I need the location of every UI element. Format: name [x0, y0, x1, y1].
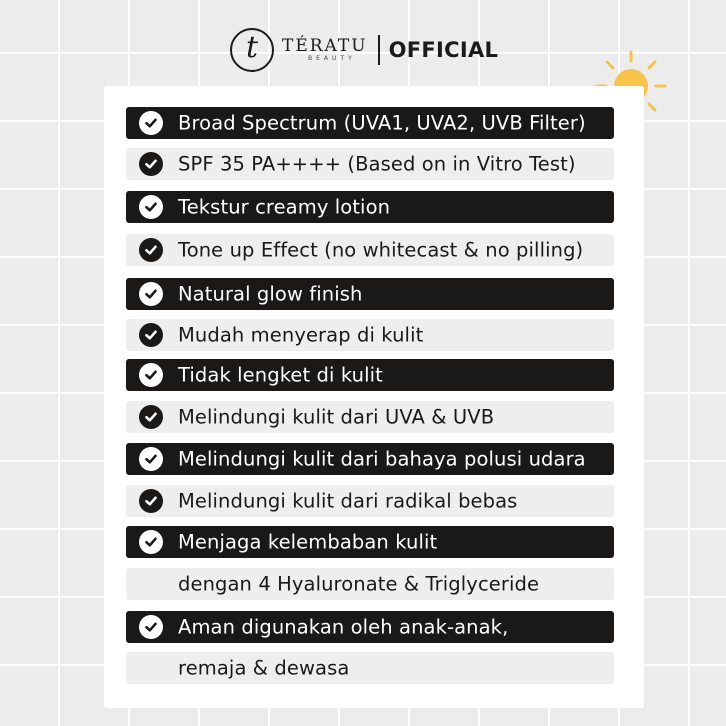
check-circle-icon [139, 111, 163, 135]
feature-row [126, 107, 614, 139]
feature-text: Melindungi kulit dari bahaya polusi udara [178, 447, 586, 471]
feature-row [126, 526, 614, 558]
feature-text: dengan 4 Hyaluronate & Triglyceride [178, 572, 540, 596]
check-circle-icon [139, 195, 163, 219]
check-circle-icon [139, 405, 163, 429]
feature-text: Melindungi kulit dari UVA & UVB [178, 405, 495, 429]
feature-text: Menjaga kelembaban kulit [178, 530, 438, 554]
brand-logo-icon: t [230, 28, 274, 72]
brand-subtitle: BEAUTY [308, 55, 356, 62]
feature-row [126, 568, 614, 600]
feature-text: Aman digunakan oleh anak-anak, [178, 615, 509, 639]
check-circle-icon [139, 615, 163, 639]
brand-wordmark [282, 37, 368, 63]
brand-name: TÉRATU [282, 36, 368, 56]
feature-text: remaja & dewasa [178, 656, 350, 680]
feature-row [126, 443, 614, 475]
feature-text: Mudah menyerap di kulit [178, 323, 424, 347]
header-divider [378, 35, 380, 65]
feature-row [126, 401, 614, 433]
feature-row [126, 359, 614, 391]
feature-text: Broad Spectrum (UVA1, UVA2, UVB Filter) [178, 111, 586, 135]
feature-row [126, 148, 614, 180]
feature-text: Tekstur creamy lotion [178, 195, 391, 219]
check-circle-icon [139, 363, 163, 387]
feature-text: SPF 35 PA++++ (Based on in Vitro Test) [178, 152, 576, 176]
feature-row [126, 611, 614, 643]
check-circle-icon [139, 238, 163, 262]
feature-row [126, 191, 614, 223]
check-circle-icon [139, 323, 163, 347]
feature-row [126, 652, 614, 684]
official-label: OFFICIAL [388, 38, 499, 62]
feature-row [126, 234, 614, 266]
feature-row [126, 485, 614, 517]
check-circle-icon [139, 489, 163, 513]
feature-text: Tidak lengket di kulit [178, 363, 383, 387]
feature-text: Natural glow finish [178, 282, 363, 306]
feature-row [126, 319, 614, 351]
feature-row [126, 278, 614, 310]
feature-text: Melindungi kulit dari radikal bebas [178, 489, 518, 513]
check-circle-icon [139, 530, 163, 554]
check-circle-icon [139, 152, 163, 176]
check-circle-icon [139, 447, 163, 471]
brand-header [230, 26, 498, 74]
feature-text: Tone up Effect (no whitecast & no pilling) [178, 238, 584, 262]
check-circle-icon [139, 282, 163, 306]
